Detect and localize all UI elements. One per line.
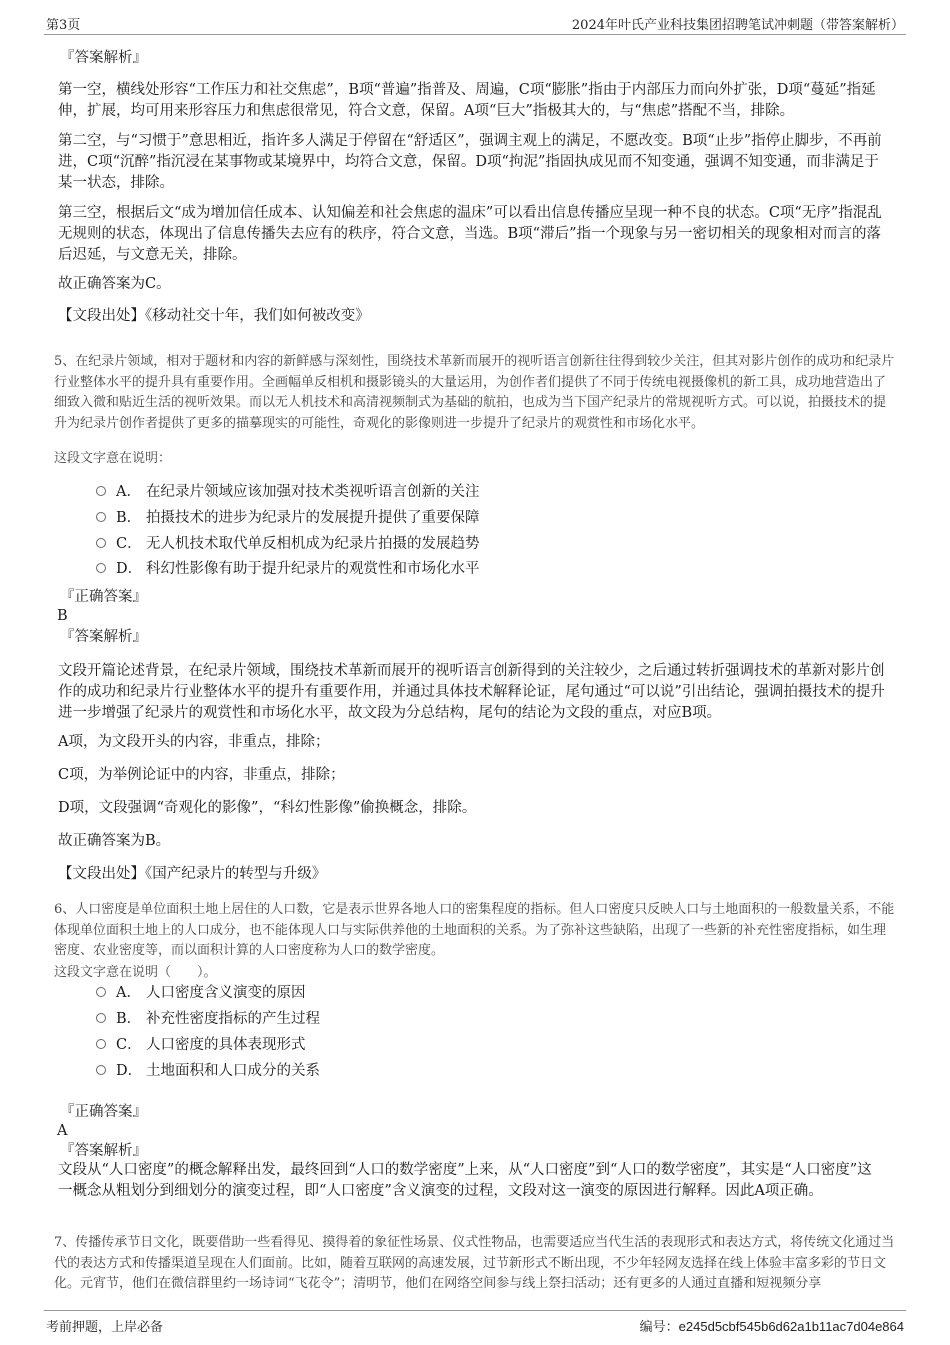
q4-source: 【文段出处】《移动社交十年，我们如何被改变》 [58,308,370,324]
q5-answer: B [57,608,68,624]
option-text: 在纪录片领域应该加强对技术类视听语言创新的关注 [146,484,480,500]
option-text: 土地面积和人口成分的关系 [146,1063,320,1079]
option-letter: A． [116,484,141,500]
option-text: 无人机技术取代单反相机成为纪录片拍摄的发展趋势 [146,536,480,552]
option-letter: C． [116,536,142,552]
q5-analysis-a: A项，为文段开头的内容，非重点，排除； [58,734,330,750]
q6-analysis-heading: 『答案解析』 [60,1143,147,1159]
footer-divider [44,1310,906,1311]
q6-option-d[interactable] [96,1058,320,1084]
q5-prompt: 这段文字意在说明： [54,451,172,466]
option-letter: D． [116,561,143,577]
option-letter: B． [116,1011,142,1027]
q6-option-b[interactable] [96,1006,320,1032]
footer-code-value: e245d5cbf545b6d62a1b11ac7d04e864 [678,1319,904,1334]
option-text: 人口密度的具体表现形式 [146,1037,306,1053]
q5-option-b[interactable] [96,505,480,531]
document-title: 2024年叶氏产业科技集团招聘笔试冲刺题（带答案解析） [571,18,904,33]
footer-code [640,1316,904,1335]
q6-prompt: 这段文字意在说明（ ）。 [54,965,217,980]
q5-conclusion: 故正确答案为B。 [58,833,171,849]
radio-icon[interactable] [96,987,106,997]
radio-icon[interactable] [96,1013,106,1023]
radio-icon[interactable] [96,563,106,573]
q5-answer-heading: 『正确答案』 [60,589,147,605]
q6-answer-heading: 『正确答案』 [60,1104,147,1120]
q4-analysis-para1: 第一空，横线处形容“工作压力和社交焦虑”，B项“普遍”指普及、周遍，C项“膨胀”指由于内部压力而向外扩张，D项“蔓延”指延伸，扩展，均可用来形容压力和焦虑很常见，符合文意，保留。A项“巨大”指极其大的，与“焦虑”搭配不当，排除。 [58,82,876,119]
option-text: 补充性密度指标的产生过程 [146,1011,320,1027]
q4-conclusion: 故正确答案为C。 [58,276,171,292]
option-letter: B． [116,510,142,526]
option-text: 科幻性影像有助于提升纪录片的观赏性和市场化水平 [146,561,480,577]
page-number: 第3页 [46,18,81,33]
radio-icon[interactable] [96,486,106,496]
footer-slogan: 考前押题，上岸必备 [46,1320,164,1335]
q6-stem: 6、人口密度是单位面积土地上居住的人口数，它是表示世界各地人口的密集程度的指标。但人口密度只反映人口与土地面积的一般数量关系，不能体现单位面积土地上的人口成分，也不能体现人口与实际供养他的土地面积的关系。为了弥补这些缺陷，出现了一些新的补充性密度指标，如生理密度、农业密度等，而以面积计算的人口密度称为人口的数学密度。 [54,902,895,958]
q5-analysis-c: C项，为举例论证中的内容，非重点，排除； [58,767,345,783]
option-text: 拍摄技术的进步为纪录片的发展提升提供了重要保障 [146,510,480,526]
q6-option-a[interactable] [96,980,306,1006]
footer-code-label: 编号： [639,1320,679,1335]
q6-option-c[interactable] [96,1032,306,1058]
option-letter: D． [116,1063,143,1079]
radio-icon[interactable] [96,1039,106,1049]
q7-stem: 7、传播传承节日文化，既要借助一些看得见、摸得着的象征性场景、仪式性物品，也需要适应当代生活的表现形式和表达方式，将传统文化通过当代的表达方式和传播渠道呈现在人们面前。比如，随着互联网的高速发展，过节新形式不断出现，不少年轻网友选择在线上体验丰富多彩的节日文化。元宵节，他们在微信群里约一场诗词“飞花令”；清明节，他们在网络空间参与线上祭扫活动；还有更多的人通过直播和短视频分享 [54,1235,895,1291]
q5-option-d[interactable] [96,556,480,582]
q5-analysis-d: D项，文段强调“奇观化的影像”，“科幻性影像”偷换概念，排除。 [58,800,477,816]
option-letter: A． [116,985,141,1001]
q6-answer: A [57,1123,68,1139]
q5-option-c[interactable] [96,531,480,557]
radio-icon[interactable] [96,512,106,522]
q5-source: 【文段出处】《国产纪录片的转型与升级》 [58,866,327,882]
header-divider [44,34,906,35]
radio-icon[interactable] [96,538,106,548]
q5-stem: 5、在纪录片领域，相对于题材和内容的新鲜感与深刻性，围绕技术革新而展开的视听语言创新往往得到较少关注，但其对影片创作的成功和纪录片行业整体水平的提升具有重要作用。全画幅单反相机和摄影镜头的大量运用，为创作者们提供了不同于传统电视摄像机的新工具，成功地营造出了细致入微和贴近生活的视听效果。而以无人机技术和高清视频制式为基础的航拍，也成为当下国产纪录片的常规视听方式。可以说，拍摄技术的提升为纪录片创作者提供了更多的描摹现实的可能性，奇观化的影像则进一步提升了纪录片的观赏性和市场化水平。 [54,354,895,431]
q4-analysis-para3: 第三空，根据后文“成为增加信任成本、认知偏差和社会焦虑的温床”可以看出信息传播应呈现一种不良的状态。C项“无序”指混乱无规则的状态，体现出了信息传播失去应有的秩序，符合文意，当选。B项“滞后”指一个现象与另一密切相关的现象相对而言的落后迟延，与文意无关，排除。 [58,205,882,263]
q6-analysis: 文段从“人口密度”的概念解释出发，最终回到“人口的数学密度”上来，从“人口密度”到“人口的数学密度”，其实是“人口密度”这一概念从粗划分到细划分的演变过程，即“人口密度”含义演变的过程，文段对这一演变的原因进行解释。因此A项正确。 [58,1162,872,1199]
radio-icon[interactable] [96,1065,106,1075]
q5-analysis-main: 文段开篇论述背景，在纪录片领域，围绕技术革新而展开的视听语言创新得到的关注较少，之后通过转折强调技术的革新对影片创作的成功和纪录片行业整体水平的提升有重要作用，并通过具体技术解释论证，尾句通过“可以说”引出结论，强调拍摄技术的提升进一步增强了纪录片的观赏性和市场化水平，故文段为分总结构，尾句的结论为文段的重点，对应B项。 [58,663,885,721]
option-letter: C． [116,1037,142,1053]
q5-analysis-heading: 『答案解析』 [60,629,147,645]
q5-option-a[interactable] [96,479,480,505]
q4-analysis-para2: 第二空，与“习惯于”意思相近，指许多人满足于停留在“舒适区”，强调主观上的满足，不愿改变。B项“止步”指停止脚步，不再前进，C项“沉醉”指沉浸在某事物或某境界中，均符合文意，保留。D项“拘泥”指固执成见而不知变通，强调不知变通，而非满足于某一状态，排除。 [58,133,882,191]
q4-analysis-heading: 『答案解析』 [60,50,147,66]
option-text: 人口密度含义演变的原因 [146,985,306,1001]
